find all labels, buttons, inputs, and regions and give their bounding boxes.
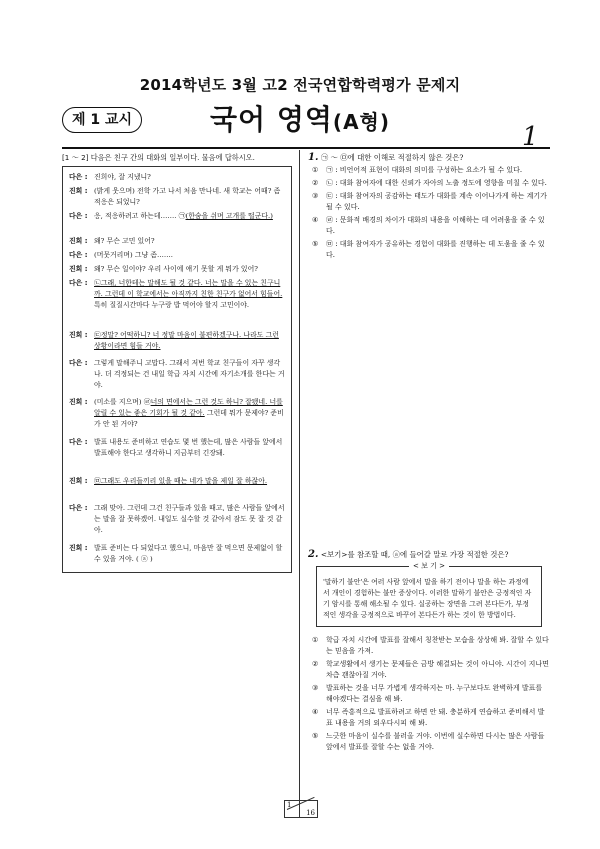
answer-choice[interactable] bbox=[308, 239, 550, 261]
speech-text: 왜? 무슨 일이야? 우리 사이에 얘기 못할 게 뭐가 있어? bbox=[94, 265, 258, 273]
speech-underlined: 너의 면에서는 그런 것도 하니? 잘됐네. 너를 알릴 수 있는 좋은 기회가 될 것 같아. bbox=[94, 398, 283, 417]
speech-text: 왜? 무슨 고민 있어? bbox=[94, 237, 155, 245]
speech-text: 진희야, 잘 지냈니? bbox=[94, 173, 151, 181]
speech-text: (머뭇거리며) 그냥 좀……. bbox=[94, 251, 173, 259]
speech-underlined: (한숨을 쉬며 고개를 떨군다.) bbox=[185, 212, 273, 220]
choice-mark: ④ bbox=[312, 708, 319, 716]
answer-choice[interactable] bbox=[308, 683, 550, 705]
question-number: 1. bbox=[308, 152, 319, 163]
speaker-label: 다은 : bbox=[69, 212, 88, 220]
speech-text: (밝게 웃으며) 전학 가고 나서 처음 만나네. 새 학교는 어때? 좀 적응은 되었니? bbox=[94, 187, 281, 206]
speech-underlined: ㉤그래도 우리들끼리 있을 때는 네가 말을 제일 잘 하잖아. bbox=[94, 477, 268, 485]
answer-choice[interactable] bbox=[308, 731, 550, 753]
choice-text: 발표하는 것을 너무 가볍게 생각하지는 마. 누구보다도 완벽하게 발표를 해야겠다는 결심을 해 봐. bbox=[326, 684, 543, 703]
choice-mark: ① bbox=[312, 636, 319, 644]
choice-text: ㉡ : 대화 참여자에 대한 신뢰가 자아의 노출 정도에 영향을 미칠 수 있다. bbox=[326, 179, 547, 187]
choice-text: 학교생활에서 생기는 문제들은 금방 해결되는 것이 아니야. 시간이 지나면 차츰 괜찮아질 거야. bbox=[326, 660, 549, 679]
answer-choice[interactable] bbox=[308, 165, 550, 176]
choice-mark: ② bbox=[312, 179, 319, 187]
question-instruction: [1 ～ 2] 다음은 친구 간의 대화의 일부이다. 물음에 답하시오. bbox=[62, 153, 255, 162]
speaker-label: 다은 : bbox=[69, 359, 88, 367]
speech-text: 발표 준비는 다 되었다고 했으니, 마음만 잘 먹으면 문제없이 할 수 있을 거야. ( ⓐ ) bbox=[94, 544, 283, 563]
question-1 bbox=[308, 152, 550, 261]
question-stem-text: ㉠ ～ ㉤에 대한 이해로 적절하지 않은 것은? bbox=[320, 153, 464, 162]
choice-text: ㉤ : 대화 참여자가 공유하는 경험이 대화를 진행하는 데 도움을 줄 수 있다. bbox=[326, 240, 545, 259]
speech-plain: (미소를 지으며) ㉣ bbox=[94, 398, 151, 406]
speech-plain: 그런데 뭐가 문제야? 준비가 안 된 거야? bbox=[94, 408, 284, 428]
choice-mark: ⑤ bbox=[312, 240, 319, 248]
speaker-label: 진희 : bbox=[69, 477, 88, 485]
speaker-label: 진희 : bbox=[69, 265, 88, 273]
speaker-label: 다은 : bbox=[69, 251, 88, 259]
choice-mark: ⑤ bbox=[312, 732, 319, 740]
speech-plain: 응, 적응하려고 하는데……. ㉠ bbox=[94, 212, 186, 220]
question-2 bbox=[308, 549, 550, 753]
exam-title: 2014학년도 3월 고2 전국연합학력평가 문제지 bbox=[139, 76, 461, 94]
speaker-label: 다은 : bbox=[69, 438, 88, 446]
choice-mark: ③ bbox=[312, 684, 319, 692]
answer-choice[interactable] bbox=[308, 191, 550, 213]
speech-text bbox=[94, 476, 286, 487]
answer-choice[interactable] bbox=[308, 178, 550, 189]
speaker-label: 다은 : bbox=[69, 504, 88, 512]
choice-text: 학급 자치 시간에 발표를 잘해서 칭찬받는 모습을 상상해 봐. 잘할 수 있다는 믿음을 가져. bbox=[326, 636, 549, 655]
speaker-label: 진희 : bbox=[69, 187, 88, 195]
choice-text: ㉣ : 문화적 배경의 차이가 대화의 내용을 이해하는 데 어려움을 줄 수 있다. bbox=[326, 216, 545, 235]
right-column bbox=[308, 152, 550, 751]
subject-title bbox=[0, 98, 600, 138]
speech-underlined: ㉡그래, 너한테는 말해도 될 것 같다. 너는 말을 수 있는 친구니까. 그런데 이 학교에서는 아직까지 친한 친구가 없어서 힘들어. bbox=[94, 279, 283, 298]
subject-type: (A형) bbox=[332, 110, 391, 134]
speaker-label: 진희 : bbox=[69, 544, 88, 552]
bogi-label bbox=[317, 561, 541, 571]
speech-text bbox=[94, 330, 286, 352]
question-stem bbox=[308, 152, 550, 163]
header-divider bbox=[62, 147, 550, 149]
column-divider bbox=[299, 150, 300, 818]
choice-mark: ③ bbox=[312, 192, 319, 200]
speech-text bbox=[94, 397, 286, 429]
page-indicator bbox=[284, 800, 318, 818]
choice-text: 너무 즉흥적으로 발표하려고 하면 안 돼. 충분하게 연습하고 준비해서 발표 내용을 거의 외우다시피 해 봐. bbox=[326, 708, 545, 727]
left-column bbox=[62, 152, 294, 563]
speaker-label: 다은 : bbox=[69, 279, 88, 287]
bogi-label-text: < 보 기 > bbox=[409, 562, 449, 570]
speech-underlined: ㉢정말? 어떡하니? 너 정말 마음이 불편하겠구나. 나라도 그런 상황이라면 힘들 거야. bbox=[94, 331, 279, 350]
answer-choice[interactable] bbox=[308, 215, 550, 237]
bogi-text: '말하기 불안'은 여러 사람 앞에서 말을 하기 전이나 말을 하는 과정에서 개인이 경험하는 불안 증상이다. 이러한 말하기 불안은 긍정적인 자기 암시를 통해 해소될 수 있다. 실공하는 장면을 그려 본다든가, 부정적인 생각을 긍정적으로 바꾸어 본다든가 하는 것이 한 방법이다. bbox=[323, 578, 532, 619]
choice-mark: ① bbox=[312, 166, 319, 174]
subject-name: 국어 영역 bbox=[209, 103, 333, 136]
choice-mark: ④ bbox=[312, 216, 319, 224]
speaker-label: 진희 : bbox=[69, 331, 88, 339]
answer-choice[interactable] bbox=[308, 635, 550, 657]
speech-text: 그렇게 말해주니 고맙다. 그래서 저번 학교 친구들이 자꾸 생각나. 더 걱정되는 건 내일 학급 자치 시간에 자기소개를 한다는 거야. bbox=[94, 359, 285, 389]
choice-text: 느긋한 마음이 실수를 불러올 거야. 이번에 실수하면 다시는 많은 사람들 앞에서 발표를 잘할 수는 없을 거야. bbox=[326, 732, 545, 751]
choice-mark: ② bbox=[312, 660, 319, 668]
speaker-label: 진희 : bbox=[69, 398, 88, 406]
total-pages: 16 bbox=[306, 809, 315, 817]
question-number: 2. bbox=[308, 549, 319, 560]
question-stem bbox=[308, 549, 550, 560]
current-page: 1 bbox=[287, 801, 292, 809]
session-badge: 제 1 교시 bbox=[62, 107, 142, 133]
bogi-box bbox=[316, 562, 542, 627]
speech-text bbox=[94, 211, 286, 222]
answer-choice[interactable] bbox=[308, 659, 550, 681]
page-number: 1 bbox=[522, 122, 539, 152]
dialogue-box bbox=[62, 166, 292, 573]
speech-text: 발표 내용도 준비하고 연습도 몇 번 했는데, 많은 사람들 앞에서 발표해야 한다고 생각하니 지금부터 긴장돼. bbox=[94, 438, 283, 457]
speaker-label: 진희 : bbox=[69, 237, 88, 245]
speech-text bbox=[94, 278, 286, 310]
speaker-label: 다은 : bbox=[69, 173, 88, 181]
choice-text: ㉠ : 비언어적 표현이 대화의 의미를 구성하는 요소가 될 수 있다. bbox=[326, 166, 523, 174]
speech-plain: 특히 질질시간마다 누구랑 밥 먹어야 할지 고민이야. bbox=[94, 300, 250, 309]
speech-text: 그래 맞아. 그런데 그건 친구들과 있을 때고, 많은 사람들 앞에서는 말을 잘 못하겠어. 내일도 실수할 것 같아서 잠도 못 잘 것 같아. bbox=[94, 504, 285, 534]
question-stem-text: <보기>를 참조할 때, ⓐ에 들어갈 말로 가장 적절한 것은? bbox=[320, 550, 509, 559]
answer-choice[interactable] bbox=[308, 707, 550, 729]
choice-text: ㉢ : 대화 참여자의 공감하는 태도가 대화를 계속 이어나가게 하는 계기가 될 수 있다. bbox=[326, 192, 547, 211]
